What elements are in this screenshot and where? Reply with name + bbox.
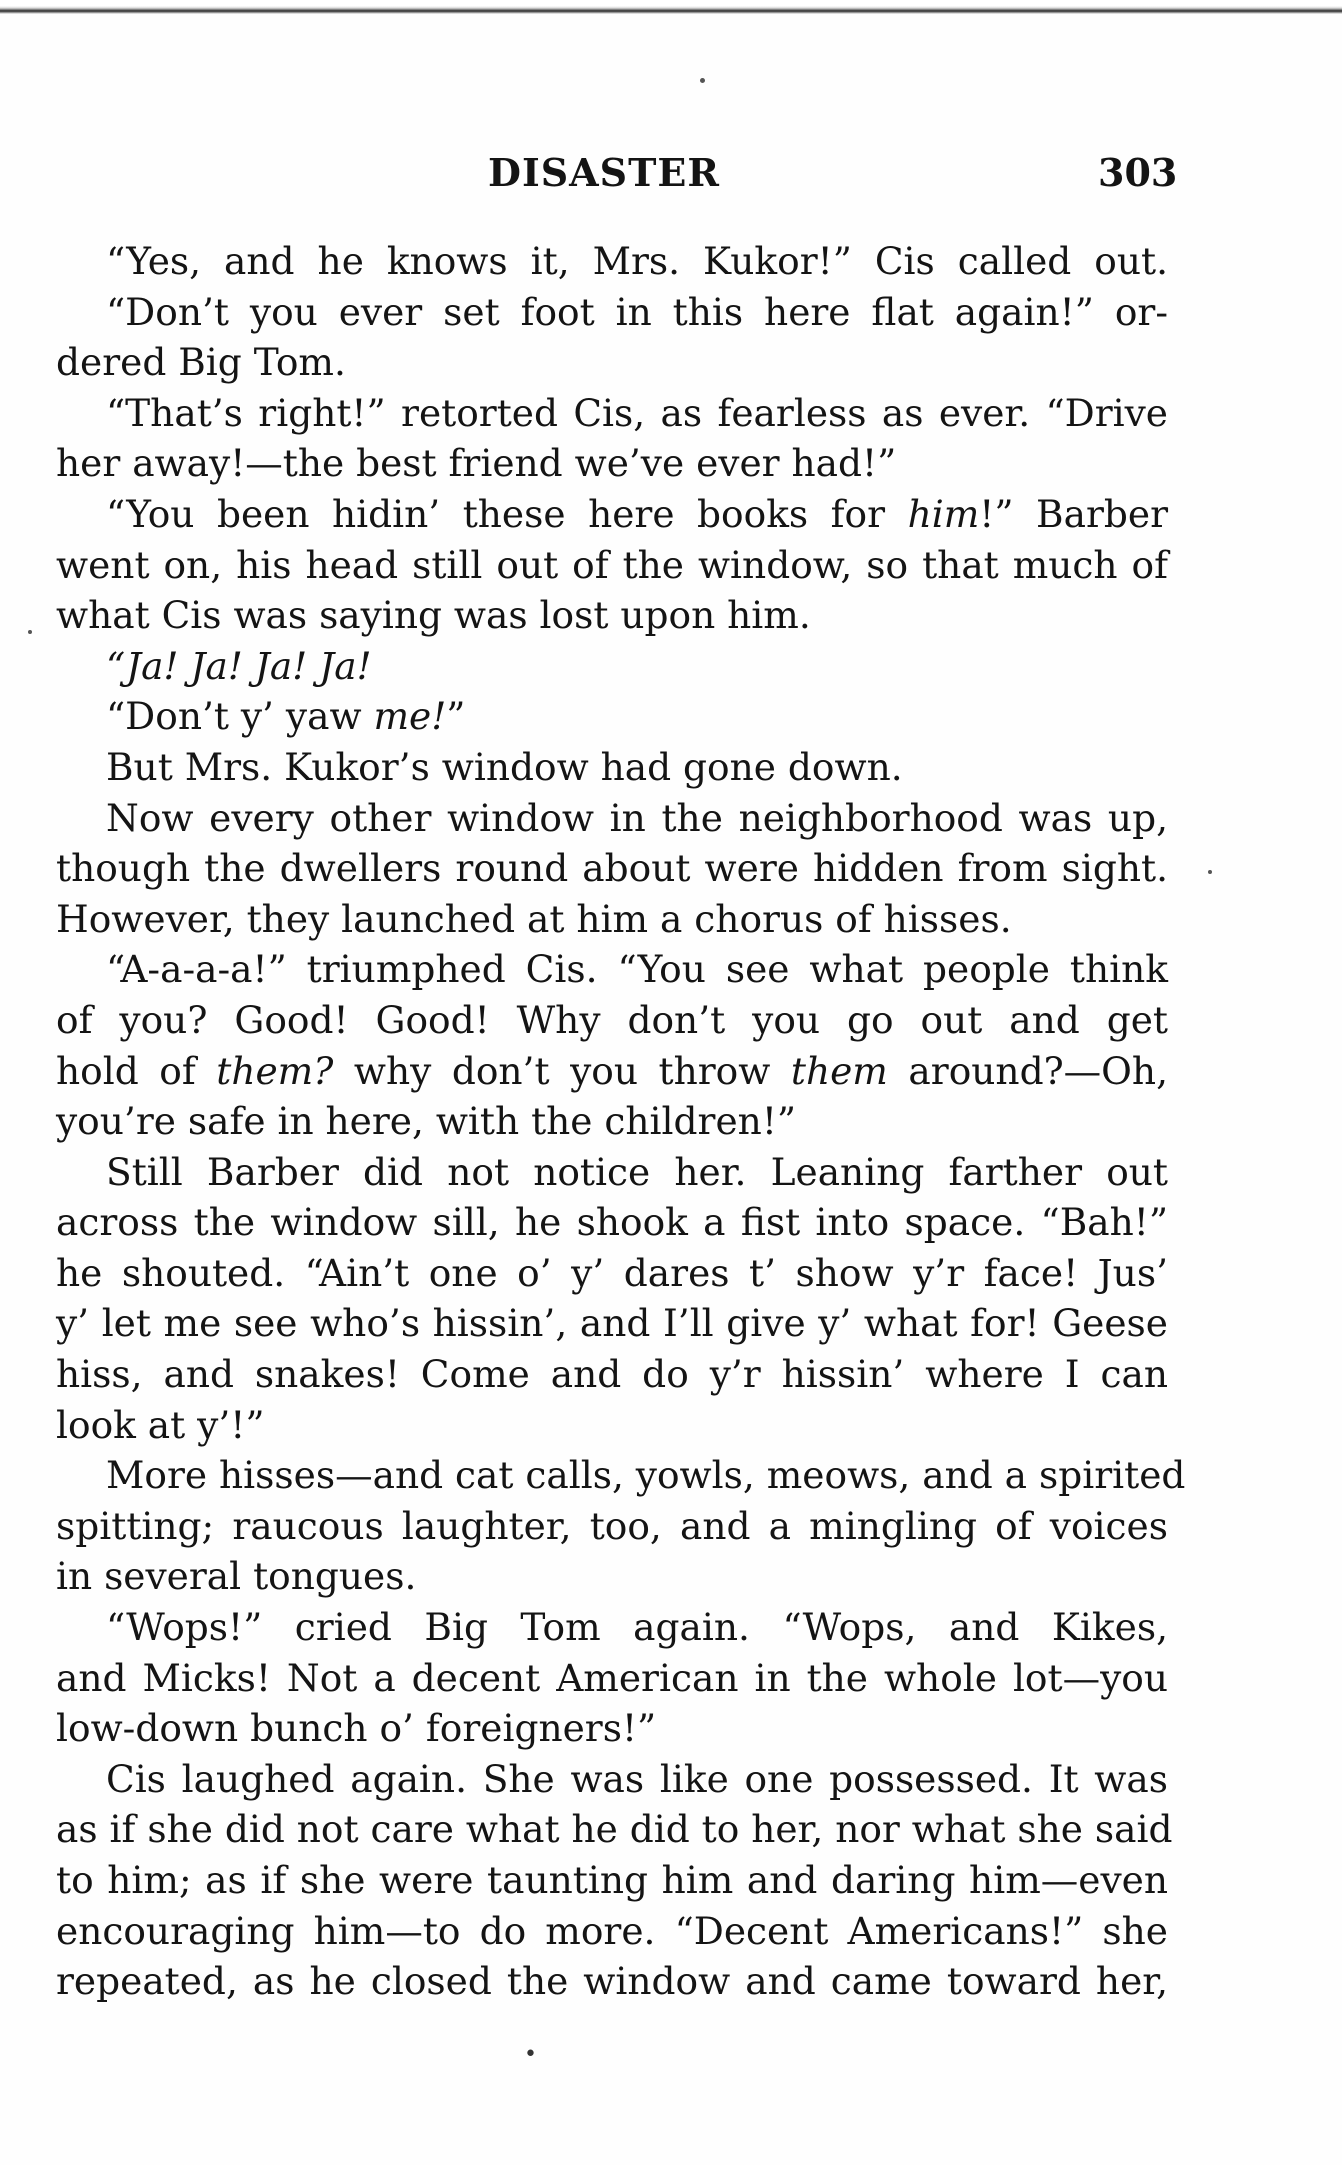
text-line: dered Big Tom. <box>56 340 346 385</box>
text-line: across the window sill, he shook a fist into space. “Bah!” <box>56 1200 1168 1245</box>
text-line: “Yes, and he knows it, Mrs. Kukor!” Cis called out. <box>106 239 1168 283</box>
page-bottom-mark: • <box>524 2042 537 2067</box>
text-line: hiss, and snakes! Come and do y’r hissin’ where I can <box>56 1352 1168 1397</box>
text-line: you’re safe in here, with the children!” <box>56 1099 797 1144</box>
text-line: and Micks! Not a decent American in the whole lot—you <box>56 1655 1168 1700</box>
text-line: of you? Good! Good! Why don’t you go out and get <box>56 997 1168 1042</box>
text-line: But Mrs. Kukor’s window had gone down. <box>106 744 903 789</box>
text-line: y’ let me see who’s hissin’, and I’ll give y’ what for! Geese <box>56 1301 1168 1346</box>
text-line: “You been hidin’ these here books for him!” Barber <box>106 491 1168 536</box>
text-line: hold of them? why don’t you throw them around?—Oh, <box>56 1048 1168 1093</box>
text-line: went on, his head still out of the window, so that much of <box>56 542 1168 587</box>
page-top-edge <box>0 0 1342 14</box>
text-line: her away!—the best friend we’ve ever had!” <box>56 441 897 486</box>
text-line: what Cis was saying was lost upon him. <box>56 593 811 638</box>
text-line: “Ja! Ja! Ja! Ja! <box>106 643 372 688</box>
text-line: in several tongues. <box>56 1554 417 1599</box>
text-line: However, they launched at him a chorus of hisses. <box>56 896 1012 941</box>
text-line: spitting; raucous laughter, too, and a mingling of voices <box>56 1503 1168 1548</box>
print-speck <box>28 630 32 634</box>
text-line: look at y’!” <box>56 1402 265 1447</box>
page-header <box>0 150 1342 210</box>
running-head: DISASTER <box>488 150 720 195</box>
text-line: though the dwellers round about were hidden from sight. <box>56 846 1168 891</box>
text-line: Cis laughed again. She was like one possessed. It was <box>106 1756 1168 1801</box>
print-speck <box>700 78 705 83</box>
body-text <box>56 236 1186 2007</box>
text-line: “That’s right!” retorted Cis, as fearless as ever. “Drive <box>106 390 1168 435</box>
text-line: encouraging him—to do more. “Decent Americans!” she <box>56 1908 1168 1953</box>
text-line: as if she did not care what he did to her, nor what she said <box>56 1807 1173 1852</box>
text-line: Now every other window in the neighborhood was up, <box>106 795 1168 840</box>
text-line: “Wops!” cried Big Tom again. “Wops, and Kikes, <box>106 1605 1168 1650</box>
text-line: Still Barber did not notice her. Leaning farther out <box>106 1149 1168 1194</box>
text-line: “A-a-a-a!” triumphed Cis. “You see what people think <box>106 947 1168 992</box>
page-number: 303 <box>1098 150 1178 195</box>
text-line: low-down bunch o’ foreigners!” <box>56 1706 657 1751</box>
text-line: repeated, as he closed the window and came toward her, <box>56 1959 1168 2004</box>
text-line: “Don’t y’ yaw me!” <box>106 694 466 739</box>
text-line: More hisses—and cat calls, yowls, meows, and a spirited <box>106 1453 1186 1498</box>
text-line: “Don’t you ever set foot in this here flat again!” or- <box>106 289 1168 334</box>
print-speck <box>1208 870 1212 874</box>
text-line: he shouted. “Ain’t one o’ y’ dares t’ show y’r face! Jus’ <box>56 1250 1168 1295</box>
text-line: to him; as if she were taunting him and daring him—even <box>56 1858 1168 1902</box>
